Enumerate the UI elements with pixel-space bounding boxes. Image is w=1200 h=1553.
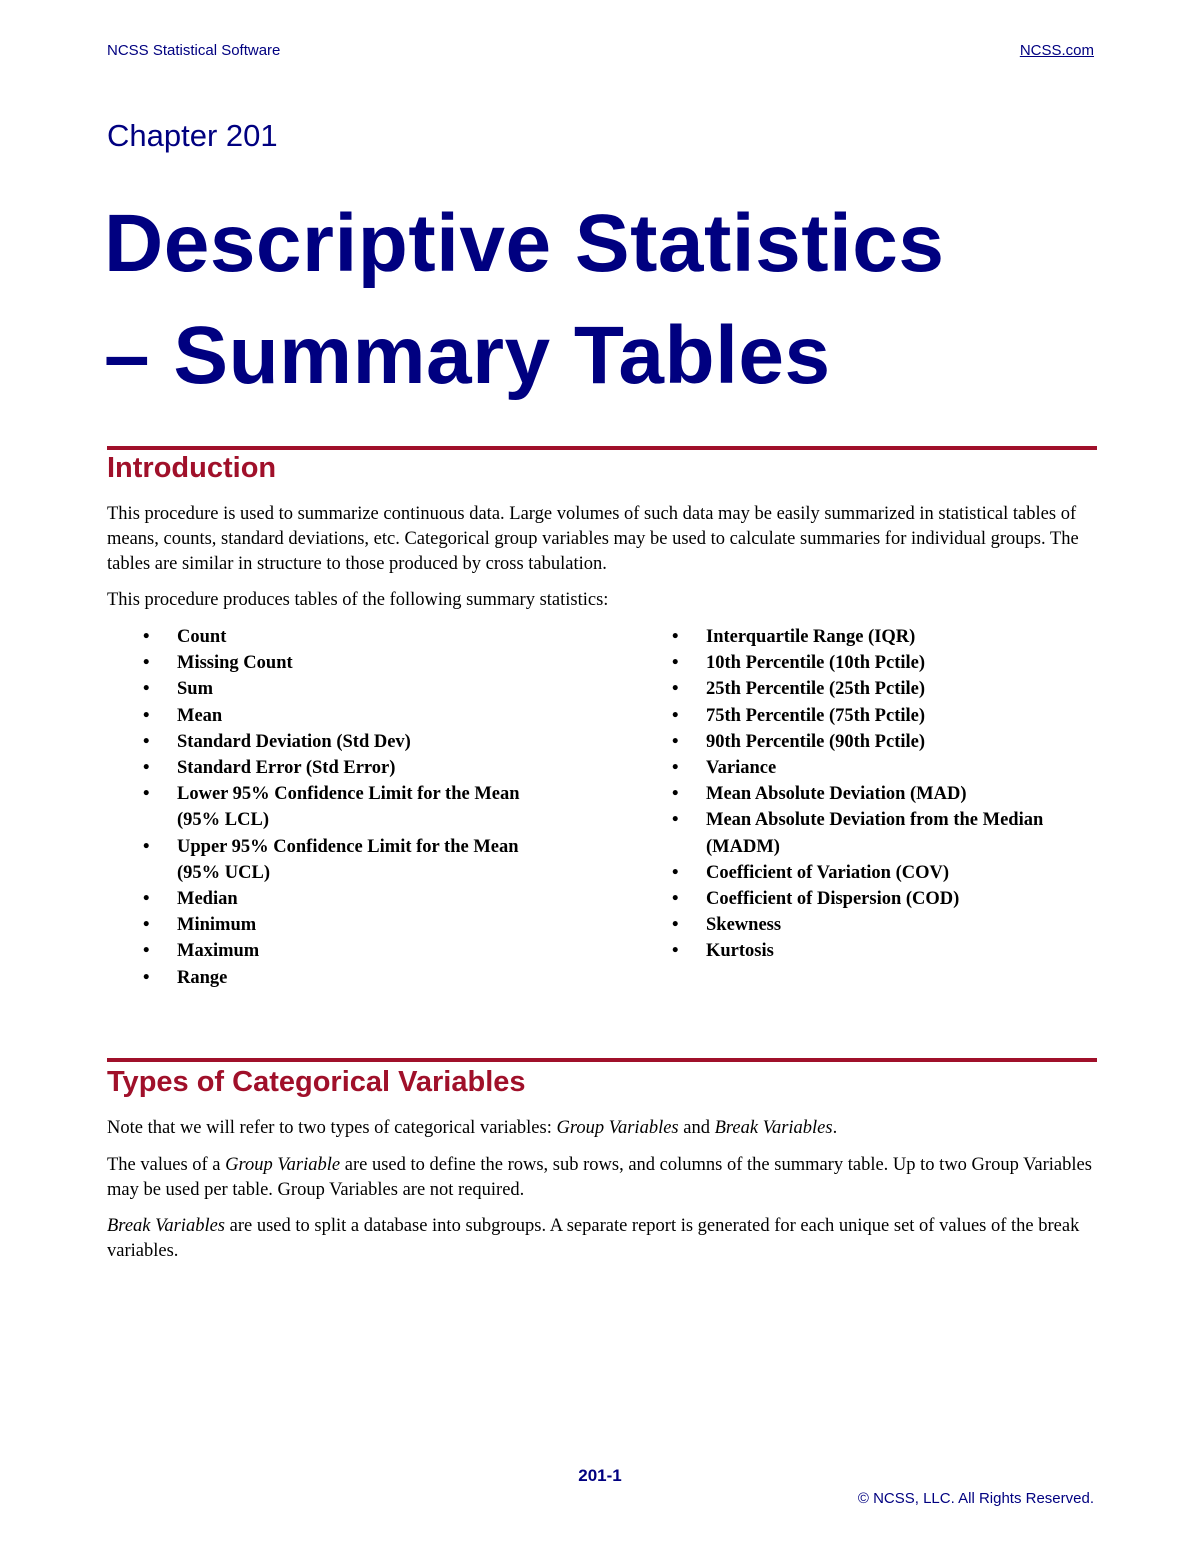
statistics-list-right — [672, 624, 1072, 965]
title-line-2: – Summary Tables — [104, 310, 831, 401]
statistic-list-item: • 10th Percentile (10th Pctile) — [672, 650, 1072, 676]
header-software-name: NCSS Statistical Software — [107, 42, 281, 59]
statistic-list-item: • Minimum — [143, 912, 543, 938]
introduction-heading: Introduction — [107, 452, 277, 484]
statistic-list-item: • Kurtosis — [672, 938, 1072, 964]
types-paragraph-1 — [107, 1116, 1097, 1141]
page-number: 201-1 — [578, 1466, 622, 1485]
statistic-list-item: • Range — [143, 965, 543, 991]
statistic-list-item: • Count — [143, 624, 543, 650]
types-paragraph-2 — [107, 1153, 1097, 1203]
statistic-list-item: • Lower 95% Confidence Limit for the Mean (95% LCL) — [143, 781, 543, 833]
statistic-list-item: • 90th Percentile (90th Pctile) — [672, 729, 1072, 755]
statistic-list-item: • Median — [143, 886, 543, 912]
header-website-link[interactable]: NCSS.com — [1019, 42, 1094, 59]
types-heading: Types of Categorical Variables — [107, 1066, 526, 1098]
document-title — [104, 188, 945, 412]
term-break-variables: Break Variables — [714, 1118, 833, 1138]
statistic-list-item: • Mean Absolute Deviation (MAD) — [672, 781, 1072, 807]
statistic-list-item: • Standard Deviation (Std Dev) — [143, 729, 543, 755]
statistic-list-item: • Coefficient of Dispersion (COD) — [672, 886, 1072, 912]
term-group-variables: Group Variables — [556, 1118, 679, 1138]
text-run: are used to split a database into subgroups. A separate report is generated for each unique set of values of the break variables. — [107, 1216, 1080, 1261]
statistic-list-item: • Missing Count — [143, 650, 543, 676]
statistic-list-item: • Sum — [143, 676, 543, 702]
statistic-list-item: • Upper 95% Confidence Limit for the Mean (95% UCL) — [143, 834, 543, 886]
statistic-list-item: • 75th Percentile (75th Pctile) — [672, 703, 1072, 729]
term-group-variable: Group Variable — [225, 1155, 341, 1175]
statistic-list-item: • 25th Percentile (25th Pctile) — [672, 676, 1072, 702]
statistics-intro-paragraph: This procedure produces tables of the following summary statistics: — [107, 590, 609, 610]
term-break-variables: Break Variables — [107, 1216, 226, 1236]
statistic-list-item: • Variance — [672, 755, 1072, 781]
section-divider — [107, 446, 1097, 450]
title-line-1: Descriptive Statistics — [104, 198, 945, 289]
text-run: The values of a — [107, 1155, 226, 1175]
statistic-list-item: • Standard Error (Std Error) — [143, 755, 543, 781]
statistic-list-item: • Interquartile Range (IQR) — [672, 624, 1072, 650]
statistics-list-left — [143, 624, 543, 991]
types-paragraph-3 — [107, 1214, 1097, 1264]
statistic-list-item: • Mean Absolute Deviation from the Median (MADM) — [672, 807, 1072, 859]
statistic-list-item: • Maximum — [143, 938, 543, 964]
chapter-label: Chapter 201 — [107, 118, 278, 153]
text-run: and — [678, 1118, 715, 1138]
statistic-list-item: • Mean — [143, 703, 543, 729]
introduction-paragraph: This procedure is used to summarize continuous data. Large volumes of such data may be easily summarized in statistical tables of means, counts, standard deviations, etc. Categorical group variables may be used to calculate summaries for individual groups. The tables are similar in structure to those produced by cross tabulation. — [107, 504, 1079, 574]
text-run: Note that we will refer to two types of categorical variables: — [107, 1118, 557, 1138]
text-run: are used to define the rows, sub rows, and columns of the summary table. Up to two Group Variables may be used per table. Group Variables are not required. — [107, 1155, 1092, 1200]
text-run: . — [832, 1118, 838, 1138]
statistic-list-item: • Skewness — [672, 912, 1072, 938]
statistic-list-item: • Coefficient of Variation (COV) — [672, 860, 1072, 886]
section-divider — [107, 1058, 1097, 1062]
copyright-notice: © NCSS, LLC. All Rights Reserved. — [857, 1490, 1094, 1507]
